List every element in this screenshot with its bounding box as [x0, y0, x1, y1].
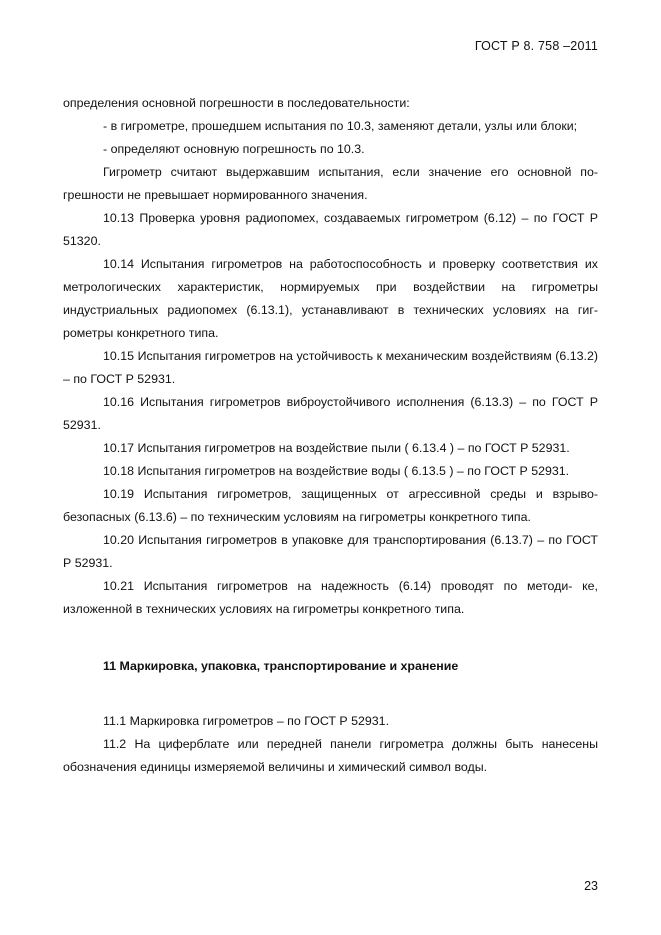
clause-11-2: 11.2 На циферблате или передней панели гигрометра должны быть нанесены обозначения единицы измеряемой величины и химический символ воды. [63, 737, 598, 774]
clause-10-15: 10.15 Испытания гигрометров на устойчивость к механическим воздействиям (6.13.2) – по ГОСТ Р 52931. [63, 349, 598, 386]
clause-10-13: 10.13 Проверка уровня радиопомех, создаваемых гигрометром (6.12) – по ГОСТ Р 51320. [63, 211, 598, 248]
clause-10-19: 10.19 Испытания гигрометров, защищенных от агрессивной среды и взрыво- безопасных (6.13.6) – по техническим условиям на гигрометры конкретного типа. [63, 487, 598, 524]
clause-10-16: 10.16 Испытания гигрометров виброустойчивого исполнения (6.13.3) – по ГОСТ Р 52931. [63, 395, 598, 432]
clause-10-17: 10.17 Испытания гигрометров на воздействие пыли ( 6.13.4 ) – по ГОСТ Р 52931. [103, 441, 570, 455]
clause-10-14: 10.14 Испытания гигрометров на работоспособность и проверку соответствия их метрологических характеристик, нормируемых при воздействии на гигрометры индустриальных радиопомех (6.13.1), устанавливают в технических условиях на гиг- рометры конкретного типа. [63, 257, 598, 340]
paragraph-continuation: определения основной погрешности в последовательности: [63, 96, 410, 110]
clause-10-21: 10.21 Испытания гигрометров на надежность (6.14) проводят по методи- ке, изложенной в технических условиях на гигрометры конкретного типа. [63, 579, 598, 616]
clause-10-18: 10.18 Испытания гигрометров на воздействие воды ( 6.13.5 ) – по ГОСТ Р 52931. [103, 464, 570, 478]
document-body [63, 92, 598, 779]
list-item-determine-error: - определяют основную погрешность по 10.3. [103, 142, 365, 156]
section-heading: 11 Маркировка, упаковка, транспортирование и хранение [103, 659, 459, 673]
paragraph-passed-criteria: Гигрометр считают выдержавшим испытания, если значение его основной по- грешности не превышает нормированного значения. [63, 165, 598, 202]
document-header: ГОСТ Р 8. 758 –2011 [474, 39, 598, 53]
clause-10-20: 10.20 Испытания гигрометров в упаковке для транспортирования (6.13.7) – по ГОСТ Р 52931. [63, 533, 598, 570]
clause-11-1: 11.1 Маркировка гигрометров – по ГОСТ Р 52931. [103, 714, 390, 728]
list-item-replace-parts: - в гигрометре, прошедшем испытания по 10.3, заменяют детали, узлы или блоки; [103, 119, 578, 133]
page-number: 23 [584, 879, 598, 893]
